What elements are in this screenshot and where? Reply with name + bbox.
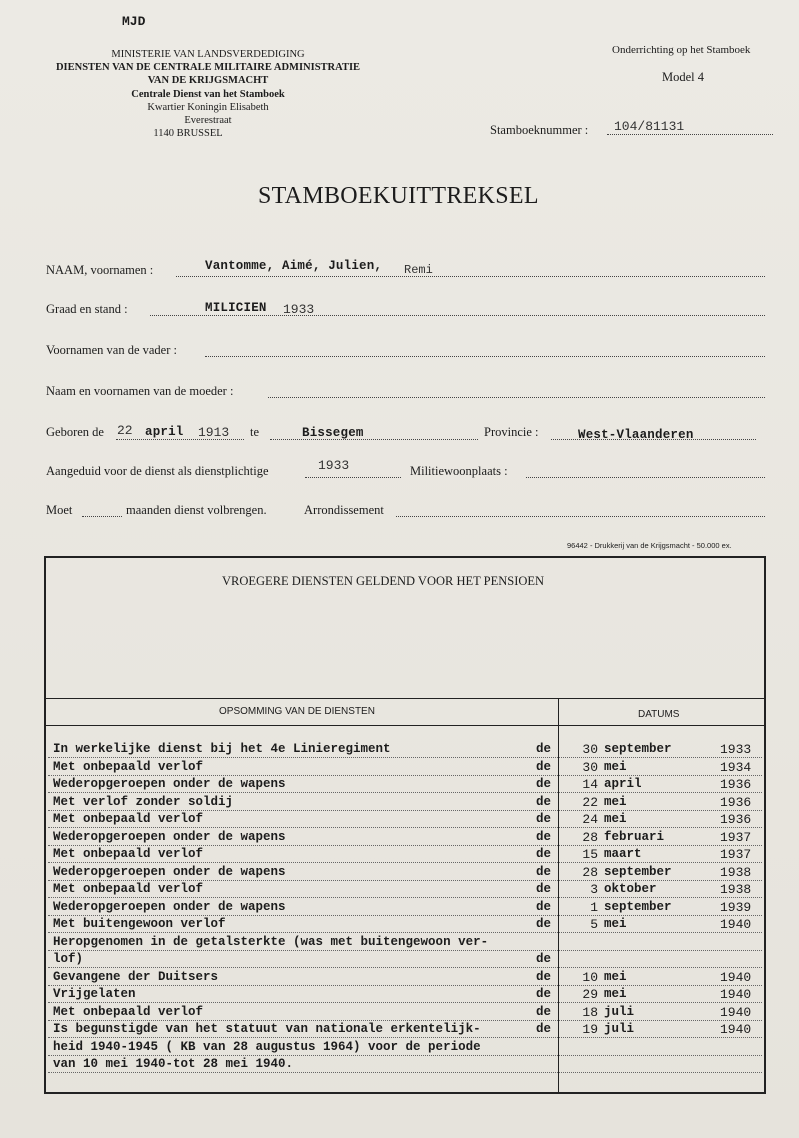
row-date-day: 28 — [582, 829, 598, 845]
aangeduid-label: Aangeduid voor de dienst als dienstplichtige — [46, 464, 269, 478]
row-dotted-line — [48, 1072, 762, 1073]
row-de-label: de — [536, 794, 552, 809]
row-dotted-line — [48, 862, 762, 863]
arrondissement-dotted-line — [396, 516, 765, 517]
row-dotted-line — [48, 1020, 762, 1021]
row-dotted-line — [48, 1002, 762, 1003]
row-dotted-line — [48, 775, 762, 776]
row-de-label: de — [536, 917, 552, 931]
initials-stamp: MJD — [122, 14, 146, 29]
row-date-day: 15 — [582, 847, 598, 862]
naam-dotted-line — [176, 276, 765, 277]
model-label: Model 4 — [662, 70, 705, 84]
vader-label: Voornamen van de vader : — [46, 343, 177, 357]
graad-year: 1933 — [283, 302, 315, 317]
row-dotted-line — [48, 950, 762, 951]
row-date-year: 1940 — [720, 1004, 752, 1020]
row-date-day: 22 — [582, 794, 598, 810]
row-date-day: 18 — [582, 1004, 598, 1020]
ministry-line-7: 1140 BRUSSEL — [153, 128, 223, 140]
geboren-label: Geboren de — [46, 425, 104, 439]
row-date-day: 30 — [582, 742, 598, 757]
row-date-year: 1936 — [720, 777, 752, 792]
row-de-label: de — [536, 759, 552, 774]
row-date-year: 1940 — [720, 917, 752, 932]
row-de-label: de — [536, 899, 552, 914]
ministry-line-4: Centrale Dienst van het Stamboek — [131, 88, 285, 100]
naam-label: NAAM, voornamen : — [46, 263, 154, 277]
moeder-label: Naam en voornamen van de moeder : — [46, 384, 234, 398]
row-date-month: september — [604, 742, 672, 756]
row-date-day: 3 — [590, 882, 598, 897]
row-date-month: mei — [604, 917, 627, 931]
row-dotted-line — [48, 1037, 762, 1038]
row-date-month: mei — [604, 759, 627, 774]
row-description: Heropgenomen in de getalsterkte (was met buitengewoon ver- — [53, 934, 489, 949]
row-date-month: juli — [604, 1022, 635, 1036]
instruction-label: Onderrichting op het Stamboek — [612, 44, 751, 56]
row-date-year: 1937 — [720, 829, 752, 845]
row-description: In werkelijke dienst bij het 4e Linieregiment — [53, 742, 391, 756]
row-date-day: 5 — [590, 917, 598, 932]
row-description: Is begunstigde van het statuut van nationale erkentelijk- — [53, 1022, 481, 1036]
row-date-year: 1937 — [720, 847, 752, 862]
col-header-dates: DATUMS — [638, 709, 680, 720]
moet-dotted-line — [82, 516, 122, 517]
stamboek-label: Stamboeknummer : — [490, 123, 589, 137]
row-date-year: 1936 — [720, 812, 752, 827]
row-description: Met onbepaald verlof — [53, 759, 204, 774]
row-description: Wederopgeroepen onder de wapens — [53, 899, 286, 914]
row-description: van 10 mei 1940-tot 28 mei 1940. — [53, 1057, 294, 1071]
stamboek-value: 104/81131 — [614, 119, 685, 134]
table-header-bottom-line — [46, 725, 764, 726]
row-dotted-line — [48, 757, 762, 758]
row-date-day: 1 — [590, 899, 598, 915]
provincie-label: Provincie : — [484, 425, 539, 439]
moet-label: Moet — [46, 503, 73, 517]
aangeduid-dotted-line — [305, 477, 401, 478]
row-date-month: mei — [604, 969, 627, 984]
row-de-label: de — [536, 1004, 552, 1019]
arrondissement-label: Arrondissement — [304, 503, 384, 517]
row-description: Wederopgeroepen onder de wapens — [53, 864, 286, 879]
row-description: heid 1940-1945 ( KB van 28 augustus 1964) voor de periode — [53, 1039, 481, 1054]
row-description: lof) — [53, 952, 84, 966]
te-value: Bissegem — [302, 426, 364, 440]
row-description: Wederopgeroepen onder de wapens — [53, 777, 286, 791]
row-date-month: oktober — [604, 882, 657, 896]
row-date-month: mei — [604, 987, 627, 1001]
row-date-year: 1940 — [720, 1022, 752, 1037]
row-date-day: 29 — [582, 987, 598, 1002]
row-de-label: de — [536, 864, 552, 879]
stamboek-dotted-line — [607, 134, 773, 135]
row-description: Met onbepaald verlof — [53, 812, 204, 826]
row-dotted-line — [48, 792, 762, 793]
row-de-label: de — [536, 952, 552, 966]
row-date-month: mei — [604, 794, 627, 809]
maanden-label: maanden dienst volbrengen. — [126, 503, 267, 517]
ministry-line-5: Kwartier Koningin Elisabeth — [147, 101, 269, 113]
graad-value: MILICIEN — [205, 301, 267, 315]
aangeduid-value: 1933 — [318, 458, 350, 473]
row-date-year: 1933 — [720, 742, 752, 757]
table-heading: VROEGERE DIENSTEN GELDEND VOOR HET PENSIOEN — [222, 574, 545, 588]
row-description: Met onbepaald verlof — [53, 882, 204, 896]
row-date-day: 10 — [582, 969, 598, 985]
row-date-month: september — [604, 864, 672, 879]
row-date-year: 1938 — [720, 864, 752, 880]
document-title: STAMBOEKUITTREKSEL — [258, 183, 539, 209]
row-dotted-line — [48, 897, 762, 898]
row-date-day: 24 — [582, 812, 598, 827]
row-de-label: de — [536, 987, 552, 1001]
militiewoonplaats-dotted-line — [526, 477, 765, 478]
row-description: Met onbepaald verlof — [53, 847, 204, 861]
row-description: Met buitengewoon verlof — [53, 917, 226, 931]
row-dotted-line — [48, 932, 762, 933]
row-de-label: de — [536, 969, 552, 984]
row-date-day: 14 — [582, 777, 598, 792]
row-de-label: de — [536, 829, 552, 844]
row-description: Gevangene der Duitsers — [53, 969, 219, 984]
row-dotted-line — [48, 810, 762, 811]
row-dotted-line — [48, 1055, 762, 1056]
row-date-month: mei — [604, 812, 627, 826]
vader-dotted-line — [205, 356, 765, 357]
row-dotted-line — [48, 845, 762, 846]
row-date-month: maart — [604, 847, 642, 861]
row-date-year: 1940 — [720, 987, 752, 1002]
row-description: Met onbepaald verlof — [53, 1004, 204, 1019]
ministry-line-2: DIENSTEN VAN DE CENTRALE MILITAIRE ADMINISTRATIE — [55, 62, 361, 74]
row-date-month: februari — [604, 829, 665, 844]
row-dotted-line — [48, 967, 762, 968]
row-description: Met verlof zonder soldij — [53, 794, 234, 809]
row-de-label: de — [536, 742, 552, 756]
row-de-label: de — [536, 1022, 552, 1036]
graad-label: Graad en stand : — [46, 302, 128, 316]
provincie-value: West-Vlaanderen — [578, 428, 694, 442]
row-date-day: 19 — [582, 1022, 598, 1037]
row-date-year: 1934 — [720, 759, 752, 775]
geboren-month: april — [145, 425, 184, 439]
row-description: Vrijgelaten — [53, 987, 136, 1001]
row-date-year: 1939 — [720, 899, 752, 915]
row-date-month: september — [604, 899, 672, 914]
geboren-day: 22 — [117, 423, 133, 438]
naam-value: Vantomme, Aimé, Julien, — [205, 259, 383, 273]
row-description: Wederopgeroepen onder de wapens — [53, 829, 286, 844]
graad-dotted-line — [150, 315, 765, 316]
naam-value-handwritten: Remi — [404, 263, 433, 277]
col-header-services: OPSOMMING VAN DE DIENSTEN — [219, 706, 375, 717]
geboren-year: 1913 — [198, 425, 230, 440]
row-date-year: 1940 — [720, 969, 752, 985]
row-dotted-line — [48, 827, 762, 828]
row-dotted-line — [48, 880, 762, 881]
row-date-day: 30 — [582, 759, 598, 775]
ministry-line-3: VAN DE KRIJGSMACHT — [147, 75, 269, 87]
moeder-dotted-line — [268, 397, 765, 398]
printer-note: 96442 - Drukkerij van de Krijgsmacht - 50.000 ex. — [567, 541, 732, 550]
row-de-label: de — [536, 812, 552, 826]
ministry-line-1: MINISTERIE VAN LANDSVERDEDIGING — [111, 49, 305, 60]
te-label: te — [250, 425, 260, 439]
ministry-block — [40, 48, 376, 140]
row-date-day: 28 — [582, 864, 598, 880]
row-date-year: 1938 — [720, 882, 752, 897]
row-dotted-line — [48, 915, 762, 916]
ministry-line-6: Everestraat — [184, 115, 232, 127]
row-de-label: de — [536, 847, 552, 861]
row-date-month: juli — [604, 1004, 635, 1019]
row-dotted-line — [48, 985, 762, 986]
militiewoonplaats-label: Militiewoonplaats : — [410, 464, 508, 478]
row-de-label: de — [536, 882, 552, 896]
row-de-label: de — [536, 777, 552, 791]
row-date-year: 1936 — [720, 794, 752, 810]
table-header-top-line — [46, 698, 764, 699]
row-date-month: april — [604, 777, 642, 791]
